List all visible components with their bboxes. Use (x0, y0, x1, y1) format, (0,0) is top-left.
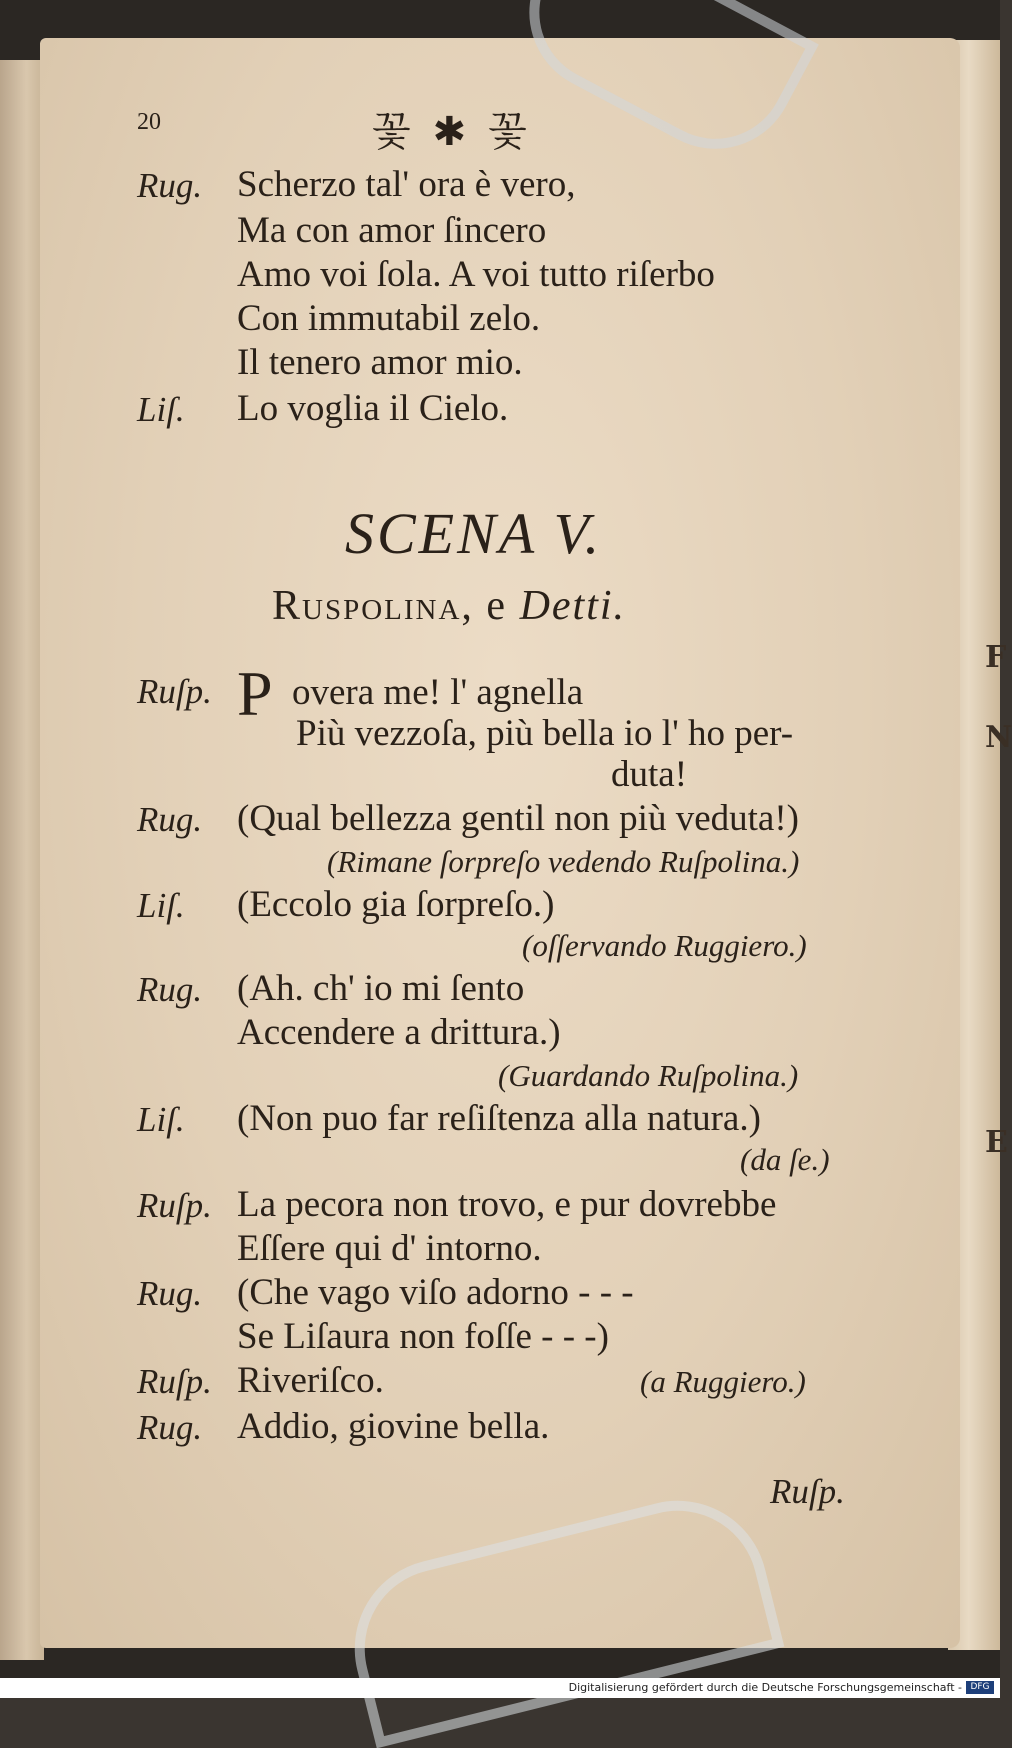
verse-line: (Non puo far reſiſtenza alla natura.) (237, 1098, 761, 1139)
stage-direction: (Rimane ſorpreſo vedendo Ruſpolina.) (327, 844, 800, 879)
scene-characters (272, 585, 626, 627)
verse-line: Riveriſco. (237, 1360, 384, 1401)
verse-line: La pecora non trovo, e pur dovrebbe (237, 1184, 777, 1225)
verse-line: Accendere a drittura.) (237, 1012, 561, 1053)
verse-line: Eſſere qui d' intorno. (237, 1228, 542, 1269)
digitization-credit: Digitalisierung gefördert durch die Deutsche Forschungsgemeinschaft - (568, 1681, 962, 1694)
speaker-label: Rug. (137, 970, 203, 1009)
verse-line: Se Liſaura non foſſe - - -) (237, 1316, 609, 1357)
speaker-label: Rug. (137, 166, 203, 205)
verse-line: Più vezzoſa, più bella io l' ho per- (296, 713, 794, 754)
facing-page-fragment: F (985, 640, 1007, 675)
verse-line: (Qual bellezza gentil non più veduta!) (237, 798, 799, 839)
facing-page-fragment: N (985, 720, 1012, 755)
verse-line: duta! (611, 754, 688, 795)
speaker-label: Liſ. (137, 1100, 185, 1139)
speaker-label: Ruſp. (137, 1362, 212, 1401)
speaker-label: Ruſp. (137, 672, 212, 711)
stage-direction: (oſſervando Ruggiero.) (522, 928, 807, 963)
stage-direction: (da ſe.) (740, 1142, 830, 1177)
verse-line: (Eccolo gia ſorpreſo.) (237, 884, 555, 925)
scene-title: SCENA V. (345, 501, 603, 566)
verse-line: (Ah. ch' io mi ſento (237, 968, 525, 1009)
verse-line: overa me! l' agnella (292, 672, 584, 713)
verse-line: Ma con amor ſincero (237, 210, 547, 251)
stage-direction: (a Ruggiero.) (640, 1364, 806, 1399)
header-ornament: 꽃 ✱ 꽃 (372, 109, 533, 154)
page-number: 20 (137, 109, 161, 135)
speaker-label: Liſ. (137, 886, 185, 925)
character-name: Ruspolina (272, 583, 462, 629)
stage-direction: (Guardando Ruſpolina.) (498, 1058, 799, 1093)
verse-line: Lo voglia il Cielo. (237, 388, 509, 429)
drop-cap: P (237, 658, 273, 729)
facing-page-fragment: E (985, 1125, 1008, 1160)
characters-detti: Detti. (519, 583, 627, 629)
catchword: Ruſp. (770, 1472, 845, 1511)
page-edges-left (0, 60, 44, 1660)
dfg-logo: DFG (966, 1681, 994, 1694)
speaker-label: Liſ. (137, 390, 185, 429)
verse-line: Amo voi ſola. A voi tutto riſerbo (237, 254, 715, 295)
verse-line: Il tenero amor mio. (237, 342, 523, 383)
verse-line: Con immutabil zelo. (237, 298, 541, 339)
speaker-label: Ruſp. (137, 1186, 212, 1225)
verse-line: Scherzo tal' ora è vero, (237, 164, 576, 205)
speaker-label: Rug. (137, 1408, 203, 1447)
verse-line: (Che vago viſo adorno - - - (237, 1272, 634, 1313)
verse-line: Addio, giovine bella. (237, 1406, 550, 1447)
characters-conjunction: , e (461, 583, 520, 629)
speaker-label: Rug. (137, 1274, 203, 1313)
speaker-label: Rug. (137, 800, 203, 839)
